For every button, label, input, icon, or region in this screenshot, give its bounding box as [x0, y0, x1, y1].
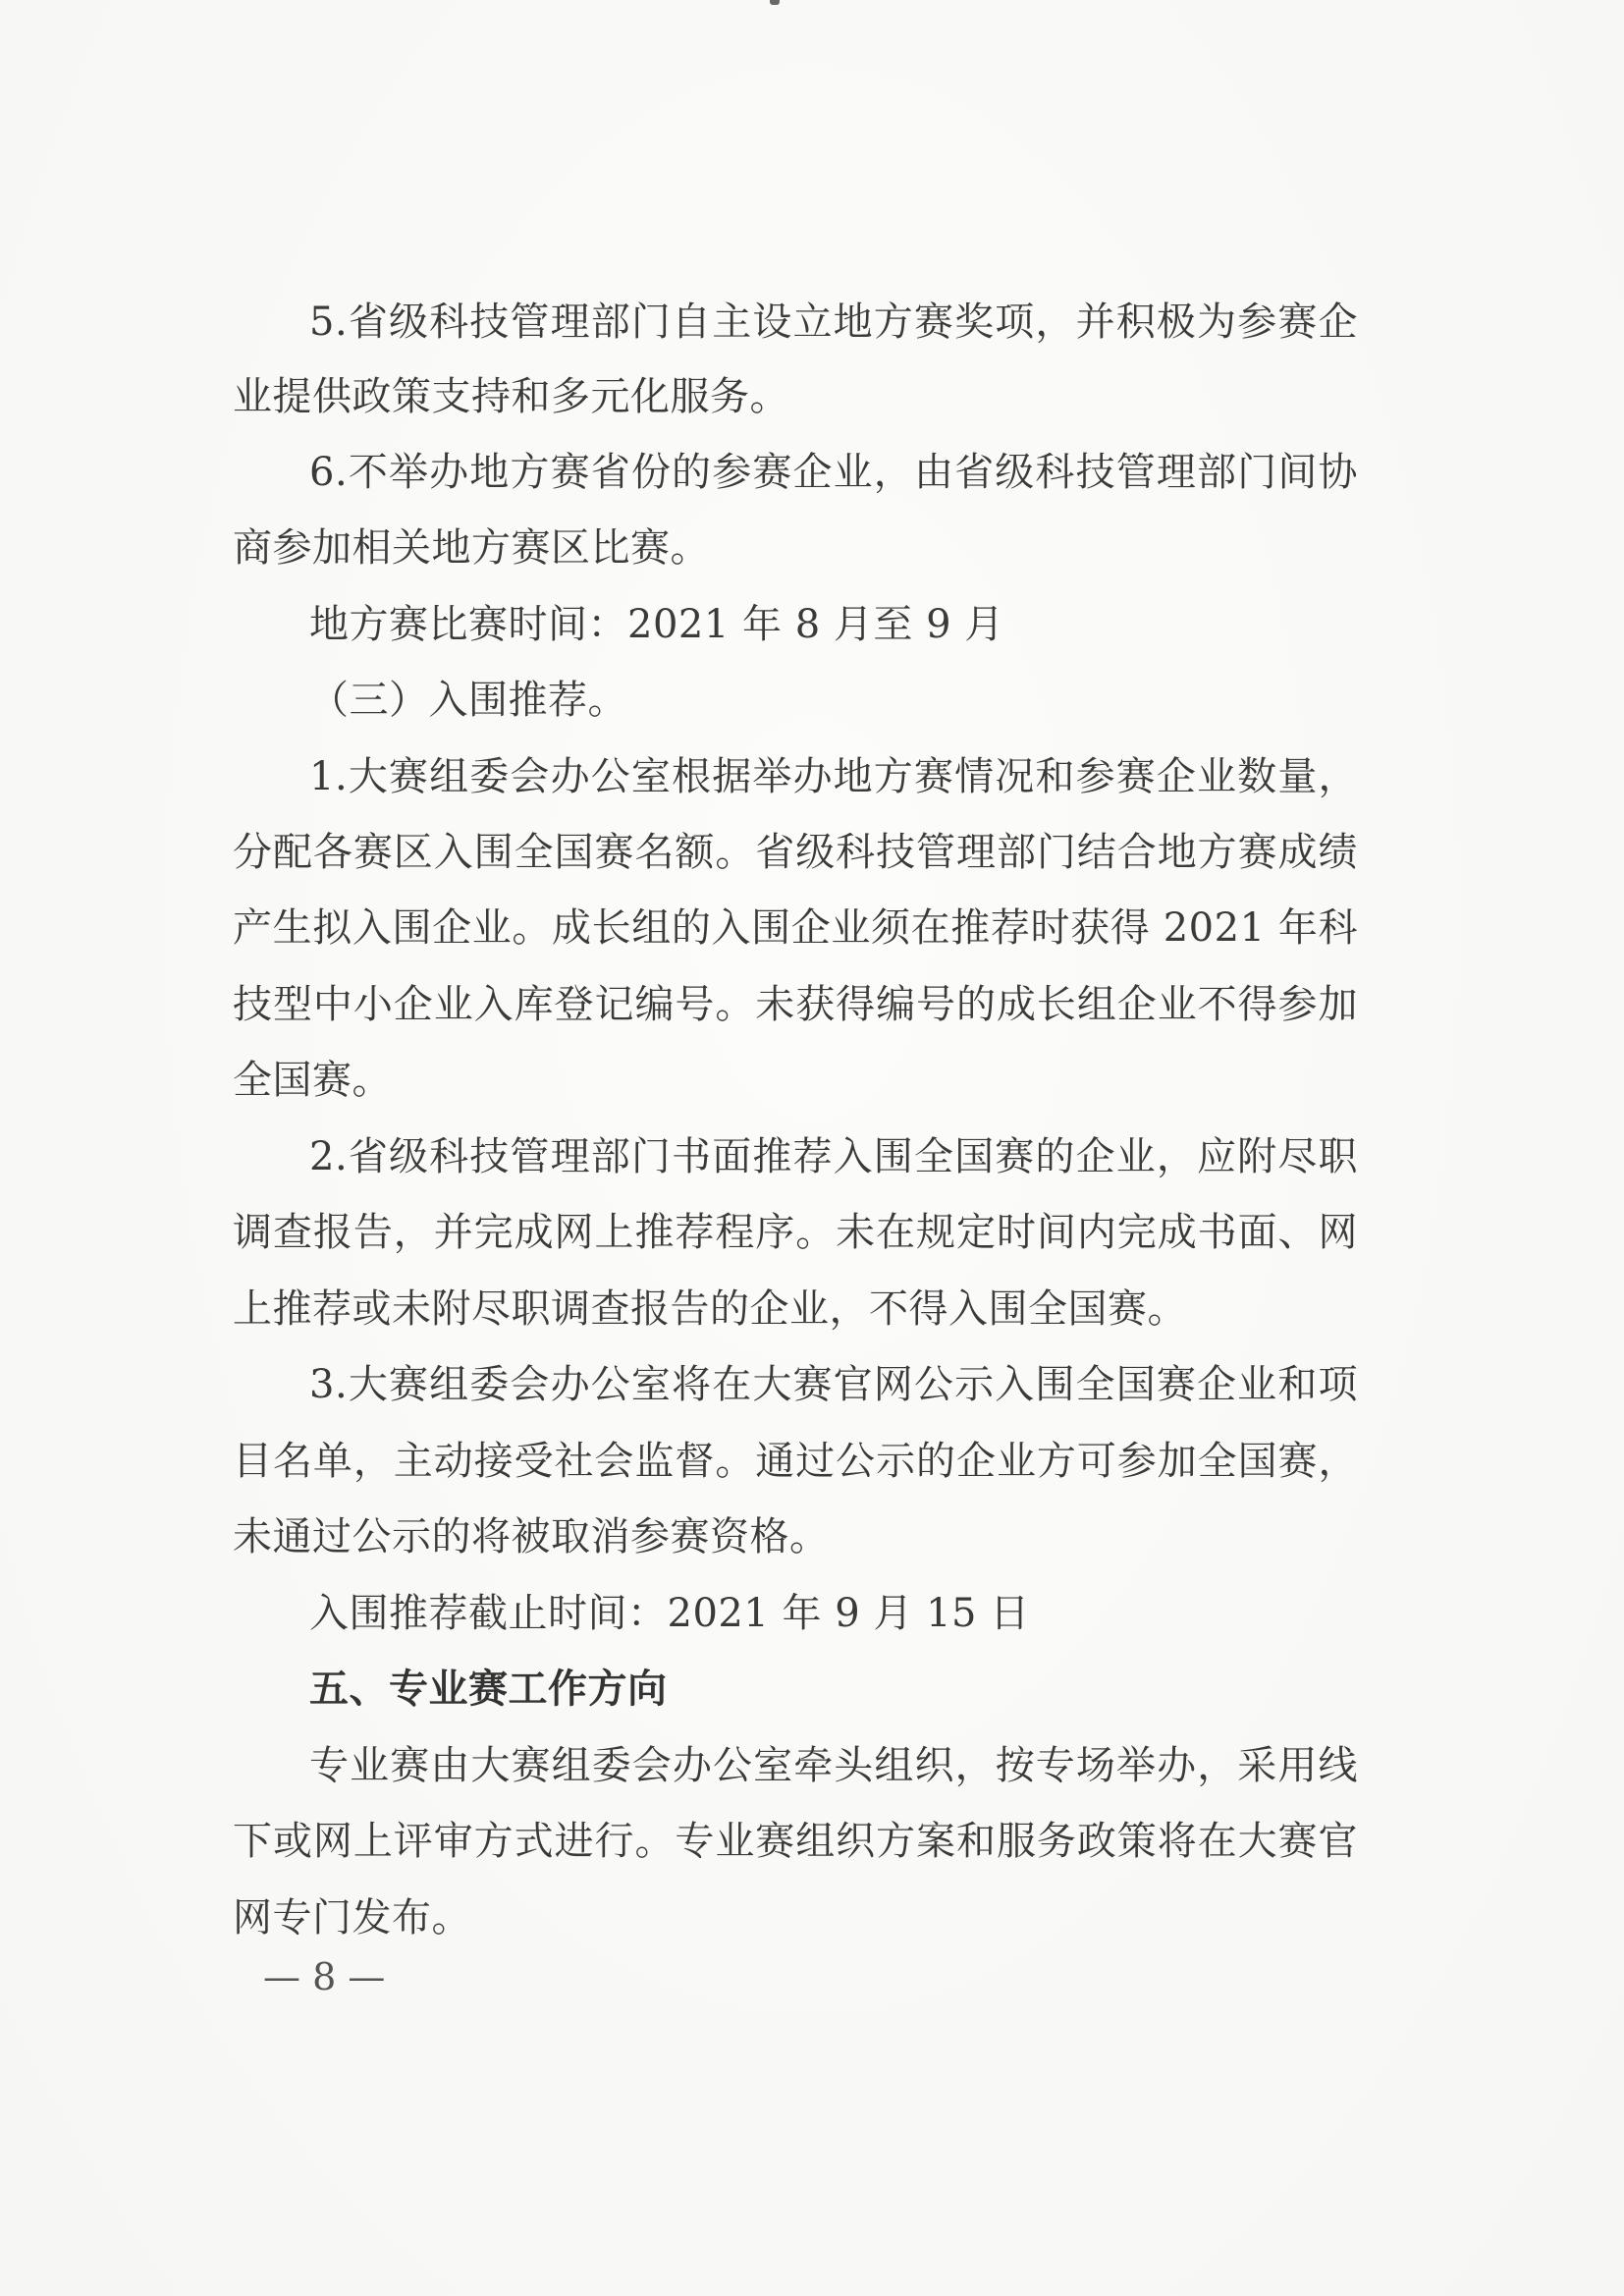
paragraph-line: 商参加相关地方赛区比赛。: [233, 525, 710, 571]
contest-time-line: 地方赛比赛时间：2021 年 8 月至 9 月: [309, 602, 1004, 647]
paragraph-line: 3.大赛组委会办公室将在大赛官网公示入围全国赛企业和项: [309, 1362, 1358, 1407]
paragraph-line: 1.大赛组委会办公室根据举办地方赛情况和参赛企业数量，: [309, 754, 1358, 799]
section-heading: 五、专业赛工作方向: [309, 1667, 668, 1712]
paragraph-line: 产生拟入围企业。成长组的入围企业须在推荐时获得 2021 年科: [233, 905, 1358, 951]
paragraph-line: 未通过公示的将被取消参赛资格。: [233, 1514, 830, 1559]
paragraph-line: 目名单，主动接受社会监督。通过公示的企业方可参加全国赛，: [233, 1439, 1358, 1484]
paragraph-line: 6.不举办地方赛省份的参赛企业，由省级科技管理部门间协: [309, 450, 1358, 495]
paragraph-line: 分配各赛区入围全国赛名额。省级科技管理部门结合地方赛成绩: [233, 830, 1358, 875]
paragraph-line: 5.省级科技管理部门自主设立地方赛奖项，并积极为参赛企: [309, 300, 1358, 345]
paragraph-line: 业提供政策支持和多元化服务。: [233, 374, 789, 419]
section-subheading: （三）入围推荐。: [309, 678, 627, 723]
scan-artifact-mark: [770, 0, 780, 5]
paragraph-line: 网专门发布。: [233, 1895, 471, 1941]
paragraph-line: 下或网上评审方式进行。专业赛组织方案和服务政策将在大赛官: [233, 1819, 1358, 1864]
paragraph-line: 调查报告，并完成网上推荐程序。未在规定时间内完成书面、网: [233, 1210, 1358, 1255]
paragraph-line: 全国赛。: [233, 1058, 392, 1103]
paragraph-line: 2.省级科技管理部门书面推荐入围全国赛的企业，应附尽职: [309, 1134, 1358, 1179]
page-number: — 8 —: [263, 1955, 386, 1998]
paragraph-line: 技型中小企业入库登记编号。未获得编号的成长组企业不得参加: [233, 982, 1358, 1027]
paragraph-line: 上推荐或未附尽职调查报告的企业，不得入围全国赛。: [233, 1286, 1187, 1332]
paragraph-line: 专业赛由大赛组委会办公室牵头组织，按专场举办，采用线: [309, 1743, 1358, 1788]
deadline-line: 入围推荐截止时间：2021 年 9 月 15 日: [309, 1591, 1030, 1636]
